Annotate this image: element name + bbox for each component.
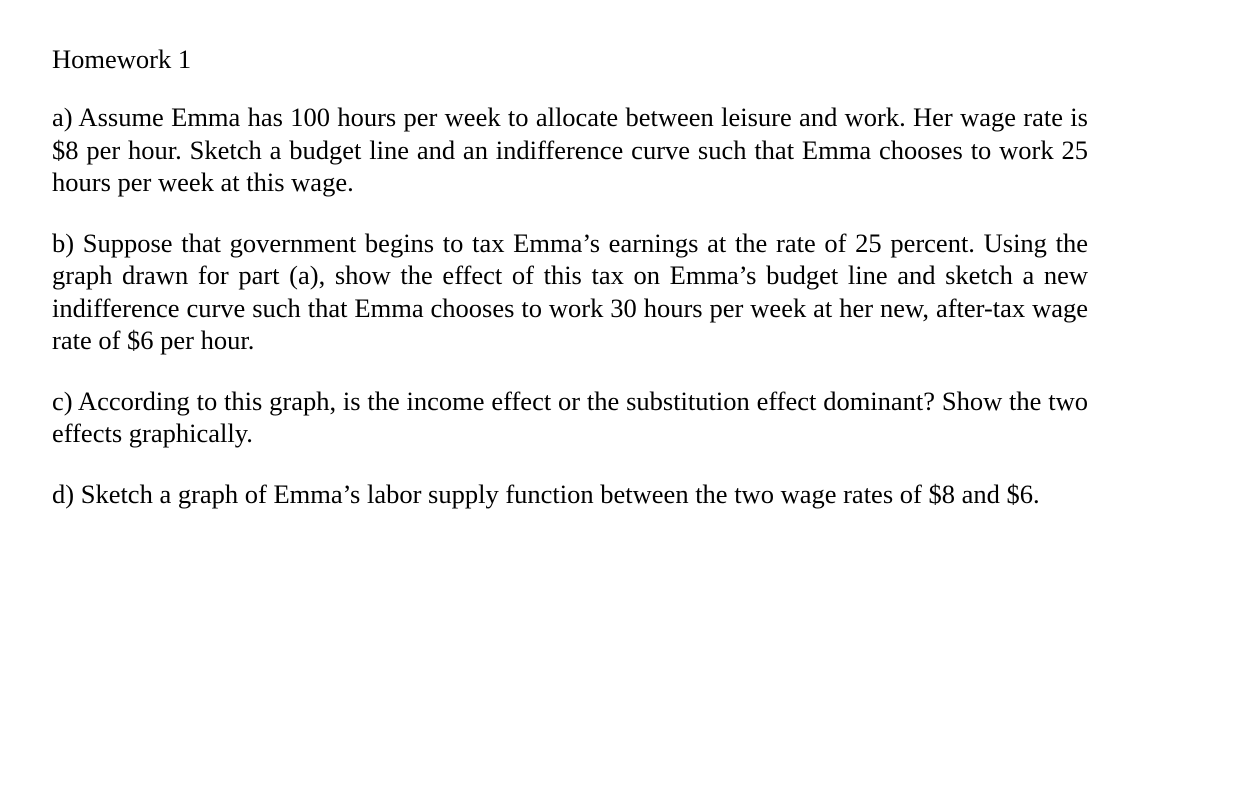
document-body xyxy=(52,42,1088,510)
question-d: d) Sketch a graph of Emma’s labor supply function between the two wage rates of $8 and $6. xyxy=(52,478,1040,509)
question-a: a) Assume Emma has 100 hours per week to allocate between leisure and work. Her wage rate is $8 per hour. Sketch a budget line and an indifference curve such that Emma chooses to work 25 hours per week at this wage. xyxy=(52,102,1088,197)
document-title: Homework 1 xyxy=(52,44,192,74)
question-b: b) Suppose that government begins to tax Emma’s earnings at the rate of 25 percent. Using the graph drawn for part (a), show the effect of this tax on Emma’s budget line and sketch a new indifference curve such that Emma chooses to work 30 hours per week at her new, after-tax wage rate of $6 per hour. xyxy=(52,227,1088,355)
question-c: c) According to this graph, is the income effect or the substitution effect dominant? Show the two effects graphically. xyxy=(52,385,1088,448)
